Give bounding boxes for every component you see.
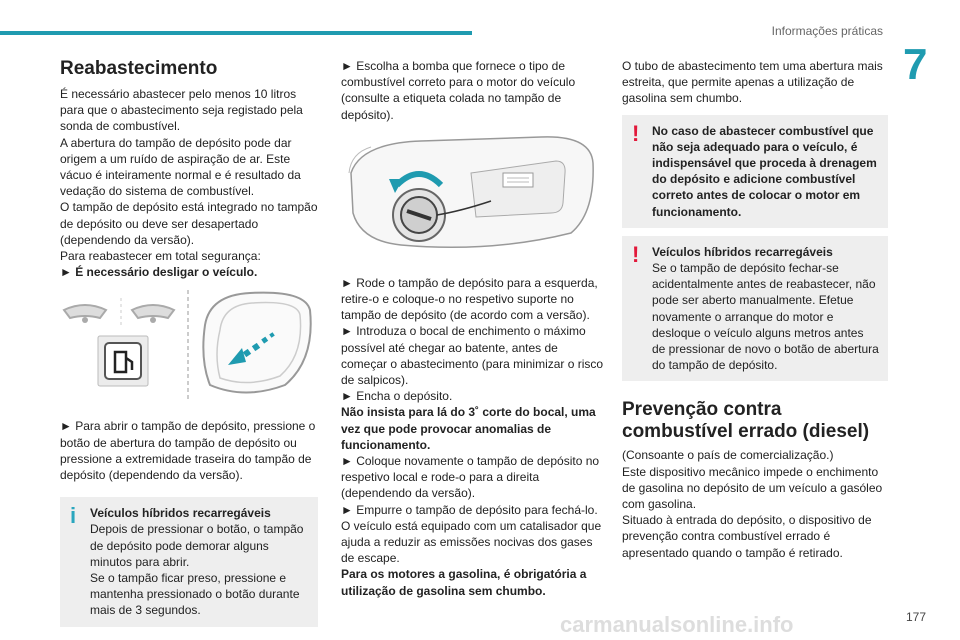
- instruction-step: ► Introduza o bocal de enchimento o máximo possível até chegar ao batente, antes de começar o abastecimento (para minimizar o risco de salpicos).: [341, 324, 604, 388]
- note-title: Veículos híbridos recarregáveis: [90, 506, 271, 521]
- column-2: [341, 58, 605, 599]
- warning-note: [622, 115, 888, 228]
- note-title: Veículos híbridos recarregáveis: [652, 244, 833, 259]
- page-number: 177: [905, 610, 926, 624]
- paragraph-bold: Para os motores a gasolina, é obrigatória a utilização de gasolina sem chumbo.: [341, 567, 587, 598]
- instruction-step: ► Encha o depósito.: [341, 389, 453, 404]
- warning-icon: !: [632, 241, 640, 267]
- column-3: [622, 58, 888, 561]
- instruction-step: ► Empurre o tampão de depósito para fechá-lo.: [341, 502, 598, 517]
- steering-wheel-left-icon: [64, 305, 106, 323]
- fuel-flap-outline: [203, 293, 310, 393]
- instruction-step: ► Para abrir o tampão de depósito, pressione o botão de abertura do tampão de depósito ou pressione a extremidade traseira do tampão de depósito (dependendo da versão).: [60, 419, 316, 483]
- paragraph: O tampão de depósito está integrado no tampão de depósito ou deve ser desapertado (dependendo da versão).: [60, 200, 318, 247]
- paragraph: Para reabastecer em total segurança:: [60, 249, 261, 264]
- fuel-cap-illustration: [341, 133, 605, 263]
- warning-text: Não insista para lá do 3˚ corte do bocal, uma vez que pode provocar anomalias de funcionamento.: [341, 405, 596, 452]
- paragraph: (Consoante o país de comercialização.): [622, 448, 834, 463]
- column-1: [60, 58, 318, 627]
- paragraph: É necessário abastecer pelo menos 10 litros para que o abastecimento seja registado pela sonda de combustível.: [60, 87, 303, 134]
- page-heading: Reabastecimento: [60, 58, 218, 79]
- instruction-step: ► Rode o tampão de depósito para a esquerda, retire-o e coloque-o no respetivo suporte no tampão de depósito (de acordo com a versão).: [341, 275, 598, 323]
- section-title: Informações práticas: [771, 24, 883, 38]
- paragraph: A abertura do tampão de depósito pode dar origem a um ruído de aspiração de ar. Este vácuo é inteiramente normal e é resultado da vedação do sistema de combustível.: [60, 135, 301, 199]
- warning-icon: !: [632, 120, 640, 146]
- fuel-flap-figure: [60, 290, 318, 402]
- paragraph: O tubo de abastecimento tem uma abertura mais estreita, que permite apenas a utilização de gasolina sem chumbo.: [622, 59, 883, 106]
- instruction-step: ► Coloque novamente o tampão de depósito no respetivo local e rode-o para a direita (dependendo da versão).: [341, 454, 600, 501]
- paragraph: O veículo está equipado com um catalisador que ajuda a reduzir as emissões nocivas dos gases de escape.: [341, 518, 602, 566]
- paragraph: Este dispositivo mecânico impede o enchimento de gasolina no depósito de um veículo a gasóleo com gasolina.: [622, 464, 883, 512]
- chapter-number: 7: [903, 40, 928, 89]
- section-heading: Prevenção contra combustível errado (diesel): [622, 399, 870, 443]
- fuel-door-button-icon: [98, 336, 148, 386]
- fuel-label: [503, 173, 533, 187]
- instruction-step: ► Escolha a bomba que fornece o tipo de combustível correto para o motor do veículo (consulte a etiqueta colada no tampão de depósito).: [341, 59, 576, 122]
- paragraph: Situado à entrada do depósito, o dispositivo de prevenção contra combustível errado é apresentado quando o tampão é retirado.: [622, 513, 872, 560]
- warning-note: [622, 236, 888, 382]
- fuel-flap-illustration: [60, 290, 318, 410]
- header-accent-bar: [0, 31, 472, 35]
- watermark: carmanualsonline.info: [560, 612, 794, 637]
- steering-wheel-right-icon: [132, 305, 174, 323]
- note-text: Se o tampão de depósito fechar-se acidentalmente antes de reabastecer, não pode ser aberto manualmente. Efetue novamente o arranque do motor e desloque o veículo alguns metros antes de pressionar de novo o botão de abertura do tampão de depósito.: [652, 261, 879, 373]
- fuel-cap-figure: [341, 133, 605, 259]
- note-text: Se o tampão ficar preso, pressione e mantenha pressionado o botão durante mais de 3 segundos.: [90, 571, 300, 618]
- note-text: Depois de pressionar o botão, o tampão de depósito pode demorar alguns minutos para abrir.: [90, 522, 304, 569]
- info-note: [60, 497, 318, 626]
- info-icon: i: [70, 503, 77, 529]
- warning-text: No caso de abastecer combustível que não seja adequado para o veículo, é indispensável que proceda à drenagem do depósito e adicione combustível correto antes de colocar o motor em funcionamento.: [652, 123, 877, 219]
- instruction-step: ► É necessário desligar o veículo.: [60, 265, 258, 280]
